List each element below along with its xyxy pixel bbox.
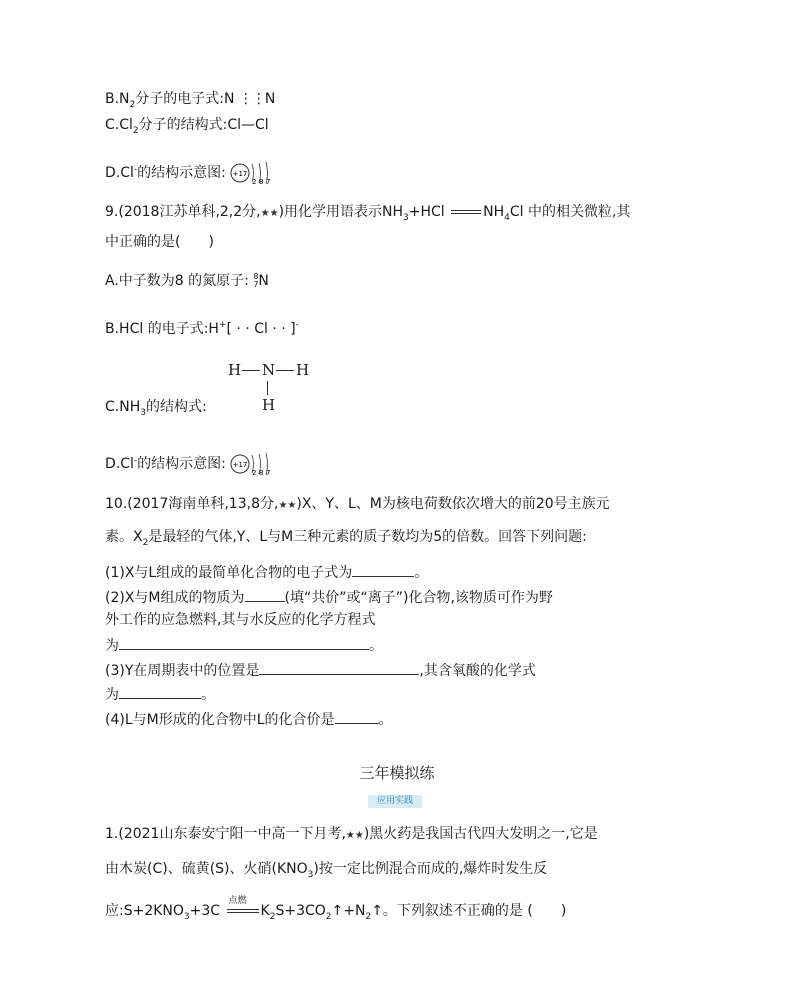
svg-text:+17: +17	[232, 461, 248, 469]
svg-text:8: 8	[259, 178, 264, 186]
svg-text:+17: +17	[232, 170, 248, 178]
svg-text:7: 7	[266, 469, 271, 477]
answer-blank[interactable]	[352, 562, 414, 577]
q10-part1: (1)X与L组成的最简单化合物的电子式为 。	[105, 562, 428, 582]
section-title: 三年模拟练	[359, 764, 435, 782]
equals-sign-icon	[449, 205, 483, 219]
difficulty-stars-icon: ★★	[345, 830, 364, 841]
q9-option-d: D.Cl-的结构示意图: +17 2 8 7	[105, 449, 278, 479]
difficulty-stars-icon: ★★	[278, 500, 297, 511]
electron-dots: ⋮⋮	[238, 91, 265, 107]
q9-stem-line1: 9.(2018江苏单科,2,2分,★★)用化学用语表示$NH_3+HCl$ $NH_4Cl$ 中的相关微粒,其	[105, 204, 631, 223]
svg-text:2: 2	[252, 469, 257, 477]
q10-part3-line2: 为 。	[105, 684, 215, 704]
svg-text:8: 8	[259, 469, 264, 477]
q9-option-a: A.中子数为8 的氮原子: 8 7 N	[105, 272, 269, 289]
q10-stem-line2: 素。$X_2$是最轻的气体,Y、L与M三种元素的质子数均为5的倍数。回答下列问题:	[105, 529, 587, 548]
s1-stem-line2: 由木炭(C)、硫黄(S)、火硝$(KNO_3)$按一定比例混合而成的,爆炸时发生反	[105, 861, 548, 880]
ammonia-structural-formula: H N H H	[228, 361, 310, 414]
svg-text:7: 7	[266, 178, 271, 186]
q9-option-c: $C.NH_3$的结构式:	[105, 399, 207, 418]
chlorine-ion-diagram	[230, 449, 278, 479]
answer-blank[interactable]	[119, 684, 201, 699]
q10-part3-line1: (3)Y在周期表中的位置是 ,其含氧酸的化学式	[105, 660, 536, 680]
s1-stem-line3: 应$:S+2KNO_3+3C$ 点燃 $K_2S+3CO_2↑+N_2↑$。下列叙述不正确的是 ( )	[105, 896, 567, 922]
q9-option-b: B.HCl 的电子式:H+[ · · Cl · · ]-	[105, 320, 299, 337]
q8-option-d: D.Cl-的结构示意图: +17 2 8 7	[105, 158, 278, 188]
difficulty-stars-icon: ★★	[260, 208, 279, 219]
q10-part2-line2: 外工作的应急燃料,其与水反应的化学方程式	[105, 612, 376, 628]
q10-part2-line1: (2)X与M组成的物质为 (填“共价”或“离子”)化合物,该物质可作为野	[105, 587, 553, 607]
reaction-arrow: 点燃	[225, 904, 261, 918]
s1-stem-line1: 1.(2021山东泰安宁阳一中高一下月考,★★)黑火药是我国古代四大发明之一,它是	[105, 825, 598, 845]
q10-part2-line3: 为 。	[105, 635, 383, 655]
section-badge: 应用实践	[368, 795, 422, 808]
answer-blank[interactable]	[335, 709, 379, 724]
answer-blank[interactable]	[119, 635, 369, 650]
q8-option-b: $B.N_2$分子的电子式:N ⋮⋮N	[105, 91, 276, 110]
answer-blank[interactable]	[245, 587, 285, 602]
svg-text:2: 2	[252, 178, 257, 186]
chlorine-ion-diagram	[230, 158, 278, 188]
q10-stem-line1: 10.(2017海南单科,13,8分,★★)X、Y、L、M为核电荷数依次增大的前20号主族元	[105, 495, 610, 515]
answer-blank[interactable]	[259, 660, 419, 675]
q9-stem-line2: 中正确的是( )	[105, 234, 214, 250]
q8-option-c: $C.Cl_2$分子的结构式:Cl—Cl	[105, 117, 269, 136]
q10-part4: (4)L与M形成的化合物中L的化合价是 。	[105, 709, 393, 729]
